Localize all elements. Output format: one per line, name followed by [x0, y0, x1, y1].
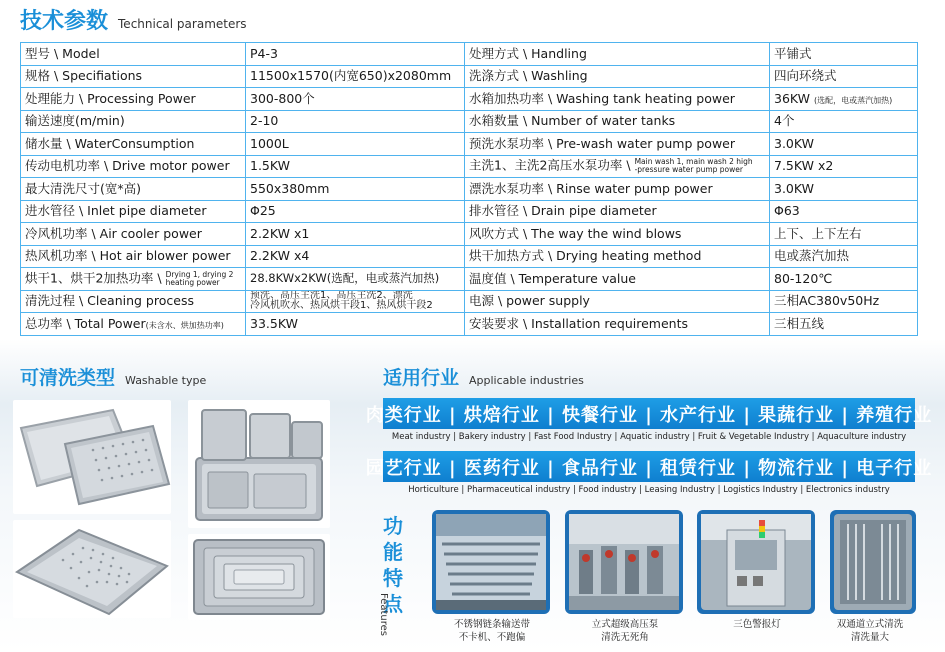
spec-value: 80-120℃ [770, 268, 918, 291]
spec-value [770, 88, 918, 111]
industry-title-zh: 适用行业 [383, 367, 460, 389]
table-row [21, 110, 918, 133]
washable-title-en: Washable type [125, 374, 207, 387]
spec-label: 风吹方式 \ The way the wind blows [465, 223, 770, 246]
spec-value: 2.2KW x4 [246, 245, 465, 268]
tray-photo-1 [13, 400, 171, 514]
spec-value: 300-800个 [246, 88, 465, 111]
tray-photo-4 [188, 534, 330, 620]
feature-photo-alarm-light [697, 510, 815, 614]
spec-value: 2.2KW x1 [246, 223, 465, 246]
tray-photo-2 [188, 400, 330, 528]
caption-line: 立式超级高压泵 [591, 619, 659, 630]
spec-value: Φ25 [246, 200, 465, 223]
spec-label [21, 313, 246, 336]
spec-label: 清洗过程 \ Cleaning process [21, 290, 246, 313]
spec-label: 热风机功率 \ Hot air blower power [21, 245, 246, 268]
caption-line: 双通道立式清洗 [836, 619, 904, 630]
table-row [21, 178, 918, 201]
spec-label: 烘干加热方式 \ Drying heating method [465, 245, 770, 268]
feature-caption-1 [427, 618, 557, 644]
tech-params-title-en: Technical parameters [118, 17, 247, 31]
spec-table [20, 42, 918, 336]
washable-title [20, 363, 206, 390]
spec-value-note: (选配，电或蒸汽加热) [814, 95, 893, 105]
caption-line: 清洗无死角 [601, 632, 649, 643]
spec-value: 1.5KW [246, 155, 465, 178]
table-row [21, 200, 918, 223]
note-line: Main wash 1, main wash 2 high [634, 157, 753, 167]
spec-value: 电或蒸汽加热 [770, 245, 918, 268]
spec-value: 33.5KW [246, 313, 465, 336]
table-row [21, 268, 918, 291]
process-line: 预洗、高压主洗1、高压主洗2、漂洗 [250, 290, 413, 302]
feature-photo-conveyor [432, 510, 550, 614]
tech-params-title-zh: 技术参数 [20, 9, 109, 34]
spec-label: 水箱加热功率 \ Washing tank heating power [465, 88, 770, 111]
caption-line: 三色警报灯 [733, 619, 781, 630]
feature-photo-pumps [565, 510, 683, 614]
table-row [21, 245, 918, 268]
tray-photo-3 [13, 520, 171, 618]
note-line: -pressure water pump power [634, 165, 743, 175]
spec-value: 3.0KW [770, 133, 918, 156]
feature-photo-dual-channel [830, 510, 916, 614]
spec-label-main: 烘干1、烘干2加热功率 \ [25, 270, 162, 286]
spec-label: 预洗水泵功率 \ Pre-wash water pump power [465, 133, 770, 156]
feature-caption-2 [560, 618, 690, 644]
spec-label: 规格 \ Specifiations [21, 65, 246, 88]
spec-label [21, 268, 246, 291]
spec-value: 3.0KW [770, 178, 918, 201]
feature-caption-3 [692, 618, 822, 631]
table-row [21, 65, 918, 88]
spec-value: 1000L [246, 133, 465, 156]
spec-label: 型号 \ Model [21, 43, 246, 66]
table-row [21, 313, 918, 336]
process-line: 冷风机吹水、热风烘干段1、热风烘干段2 [250, 300, 433, 312]
industry-banner: 肉类行业 | 烘焙行业 | 快餐行业 | 水产行业 | 果蔬行业 | 养殖行业 [383, 398, 915, 429]
tech-params-title [20, 4, 247, 35]
industry-title-en: Applicable industries [469, 374, 584, 387]
spec-label [465, 155, 770, 178]
feature-caption-4 [805, 618, 935, 644]
spec-label: 处理方式 \ Handling [465, 43, 770, 66]
spec-label: 处理能力 \ Processing Power [21, 88, 246, 111]
spec-value: Φ63 [770, 200, 918, 223]
spec-label: 温度值 \ Temperature value [465, 268, 770, 291]
caption-line: 不卡机、不跑偏 [458, 632, 526, 643]
spec-label: 输送速度(m/min) [21, 110, 246, 133]
spec-label: 传动电机功率 \ Drive motor power [21, 155, 246, 178]
industry-banner: 园艺行业 | 医药行业 | 食品行业 | 租赁行业 | 物流行业 | 电子行业 [383, 451, 915, 482]
spec-value: 四向环绕式 [770, 65, 918, 88]
spec-label: 安装要求 \ Installation requirements [465, 313, 770, 336]
industry-row-1 [365, 398, 933, 442]
table-row [21, 133, 918, 156]
spec-label-note [166, 271, 234, 287]
spec-label: 进水管径 \ Inlet pipe diameter [21, 200, 246, 223]
spec-label-note: (未含水、烘加热功率) [145, 320, 224, 330]
spec-label: 最大清洗尺寸(宽*高) [21, 178, 246, 201]
table-row [21, 43, 918, 66]
spec-value: P4-3 [246, 43, 465, 66]
table-row [21, 88, 918, 111]
spec-label: 漂洗水泵功率 \ Rinse water pump power [465, 178, 770, 201]
spec-value: 7.5KW x2 [770, 155, 918, 178]
spec-value: 三相AC380v50Hz [770, 290, 918, 313]
spec-label: 洗涤方式 \ Washling [465, 65, 770, 88]
industry-banner-en: Meat industry | Bakery industry | Fast Food Industry | Aquatic industry | Fruit & Vegetable Industry | Aquaculture industry [391, 432, 907, 442]
spec-label: 冷风机功率 \ Air cooler power [21, 223, 246, 246]
note-line: heating power [165, 277, 220, 287]
spec-value: 上下、上下左右 [770, 223, 918, 246]
features-title-en: Features [378, 593, 389, 636]
washable-title-zh: 可清洗类型 [20, 367, 116, 389]
spec-label-note [635, 158, 753, 174]
spec-value: 4个 [770, 110, 918, 133]
note-line: Drying 1, drying 2 [165, 269, 234, 279]
cleaning-process-text [250, 291, 433, 311]
spec-label: 排水管径 \ Drain pipe diameter [465, 200, 770, 223]
spec-value-main: 36KW [774, 90, 811, 106]
table-row [21, 223, 918, 246]
spec-value: 28.8KWx2KW(选配，电或蒸汽加热) [246, 268, 465, 291]
table-row [21, 155, 918, 178]
table-row [21, 290, 918, 313]
spec-label: 电源 \ power supply [465, 290, 770, 313]
features-title-zh: 功能特点 [383, 514, 403, 616]
caption-line: 不锈钢链条输送带 [453, 619, 530, 630]
spec-label-main: 主洗1、主洗2高压水泵功率 \ [469, 157, 631, 173]
spec-value [246, 290, 465, 313]
industry-row-2 [365, 451, 933, 495]
spec-value: 三相五线 [770, 313, 918, 336]
industry-title [383, 363, 584, 390]
spec-value: 550x380mm [246, 178, 465, 201]
spec-label: 储水量 \ WaterConsumption [21, 133, 246, 156]
spec-label: 水箱数量 \ Number of water tanks [465, 110, 770, 133]
caption-line: 清洗量大 [850, 632, 889, 643]
spec-label-main: 总功率 \ Total Power [25, 315, 146, 331]
industry-banner-en: Horticulture | Pharmaceutical industry | Food industry | Leasing Industry | Logistics Industry | Electronics industry [408, 485, 890, 495]
spec-value: 平铺式 [770, 43, 918, 66]
spec-value: 2-10 [246, 110, 465, 133]
spec-value: 11500x1570(内宽650)x2080mm [246, 65, 465, 88]
